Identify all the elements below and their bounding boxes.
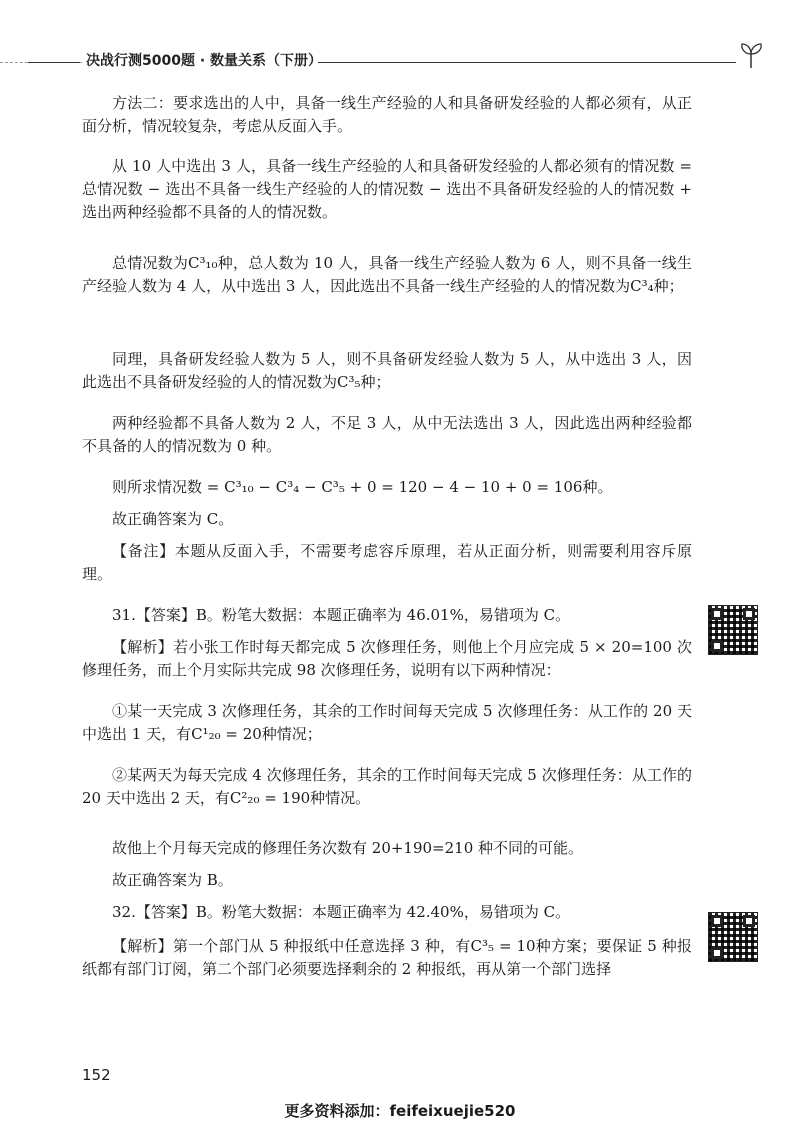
- paragraph: 从 10 人中选出 3 人，具备一线生产经验的人和具备研发经验的人都必须有的情况数 = 总情况数 − 选出不具备一线生产经验的人的情况数 − 选出不具备研发经验的人的情况数 + 选出两种经验都不具备的人的情况数。: [82, 157, 692, 221]
- qr-code-icon[interactable]: [708, 605, 758, 655]
- note-paragraph: 【备注】本题从反面入手，不需要考虑容斥原理，若从正面分析，则需要利用容斥原理。: [82, 542, 692, 583]
- footer-contact: 更多资料添加：feifeixuejie520: [284, 1102, 516, 1120]
- running-header: [0, 46, 800, 76]
- question-32-answer: 32.【答案】B。粉笔大数据：本题正确率为 42.40%，易错项为 C。: [112, 903, 571, 921]
- paragraph: 方法二：要求选出的人中，具备一线生产经验的人和具备研发经验的人都必须有，从正面分析，情况较复杂，考虑从反面入手。: [82, 94, 692, 135]
- qr-code-icon[interactable]: [708, 912, 758, 962]
- question-31-analysis: 【解析】若小张工作时每天都完成 5 次修理任务，则他上个月应完成 5 × 20=100 次修理任务，而上个月实际共完成 98 次修理任务，说明有以下两种情况：: [82, 638, 692, 679]
- header-rule-right: [318, 62, 736, 63]
- paragraph: 同理，具备研发经验人数为 5 人，则不具备研发经验人数为 5 人，从中选出 3 人，因此选出不具备研发经验的人的情况数为C³₅种；: [82, 350, 692, 391]
- header-rule-left: [28, 62, 80, 63]
- book-title: 决战行测5000题 · 数量关系（下册）: [86, 53, 323, 69]
- case-two: ②某两天为每天完成 4 次修理任务，其余的工作时间每天完成 5 次修理任务：从工作的 20 天中选出 2 天，有C²₂₀ = 190种情况。: [82, 766, 692, 807]
- answer-line: 故正确答案为 C。: [112, 510, 234, 528]
- conclusion-line: 故他上个月每天完成的修理任务次数有 20+190=210 种不同的可能。: [112, 839, 584, 857]
- formula-line: 则所求情况数 = C³₁₀ − C³₄ − C³₅ + 0 = 120 − 4 − 10 + 0 = 106种。: [112, 478, 613, 496]
- case-one: ①某一天完成 3 次修理任务，其余的工作时间每天完成 5 次修理任务：从工作的 20 天中选出 1 天，有C¹₂₀ = 20种情况；: [82, 702, 692, 743]
- paragraph: 两种经验都不具备人数为 2 人，不足 3 人，从中无法选出 3 人，因此选出两种经验都不具备的人的情况数为 0 种。: [82, 414, 692, 455]
- answer-line: 故正确答案为 B。: [112, 871, 233, 889]
- question-31-answer: 31.【答案】B。粉笔大数据：本题正确率为 46.01%，易错项为 C。: [112, 606, 571, 624]
- page-number: 152: [82, 1066, 111, 1084]
- question-32-analysis: 【解析】第一个部门从 5 种报纸中任意选择 3 种，有C³₅ = 10种方案；要保证 5 种报纸都有部门订阅，第二个部门必须要选择剩余的 2 种报纸，再从第一个部门选择: [82, 937, 692, 978]
- paragraph: 总情况数为C³₁₀种，总人数为 10 人，具备一线生产经验人数为 6 人，则不具备一线生产经验人数为 4 人，从中选出 3 人，因此选出不具备一线生产经验的人的情况数为C³₄种；: [82, 254, 692, 295]
- sprout-icon: [734, 42, 768, 68]
